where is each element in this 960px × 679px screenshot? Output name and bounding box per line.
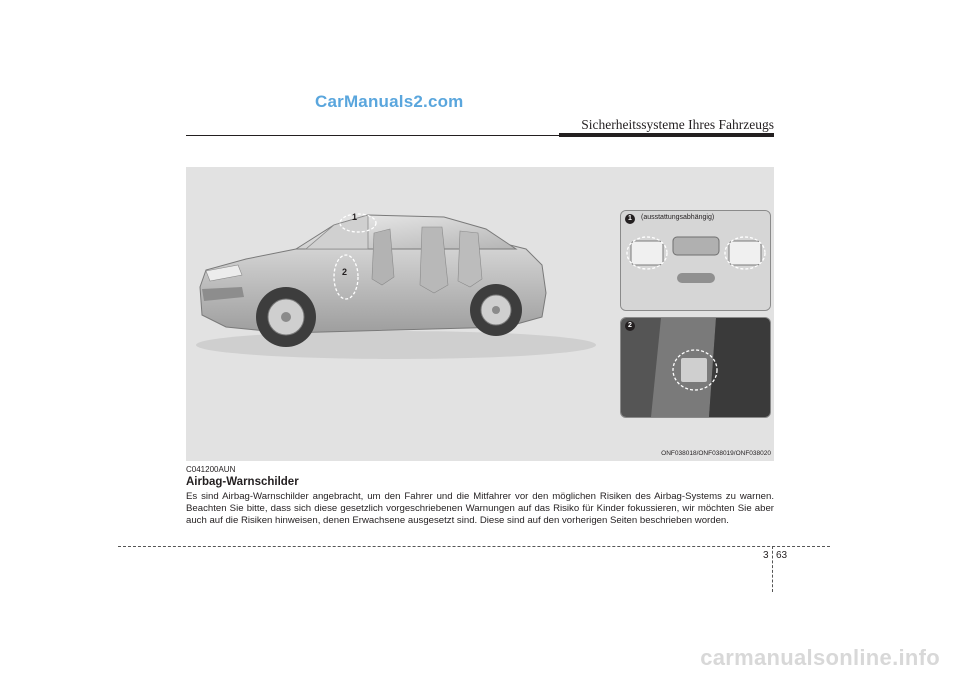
pillar-label-illustration [621, 318, 770, 417]
chapter-number: 3 [763, 550, 769, 561]
section-body: Es sind Airbag-Warnschilder angebracht, um den Fahrer und die Mitfahrer vor den möglichen Risiken des Airbag-Systems zu warnen. Beachten Sie bitte, dass sich diese gesetzlich vorgeschriebenen Warnungen auf das Risiko für Kinder fokussieren, wir möchten Sie aber auch auf die Risiken hinweisen, denen Erwachsene ausgesetzt sind. Diese sind auf den vorherigen Seiten beschrieben worden. [186, 491, 774, 526]
footer-divider [772, 546, 773, 592]
section-code: C041200AUN [186, 465, 236, 474]
inset-pillar-label [620, 317, 771, 418]
sun-visor-illustration [621, 211, 770, 310]
figure-caption-code: ONF038018/ONF038019/ONF038020 [661, 450, 771, 457]
car-callout-2: 2 [342, 267, 348, 277]
watermark-top: CarManuals2.com [315, 92, 464, 111]
section-heading: Airbag-Warnschilder [186, 476, 299, 488]
car-callout-1: 1 [352, 212, 358, 222]
watermark-bottom: carmanualsonline.info [700, 645, 940, 670]
header-bar [559, 133, 774, 137]
inset2-marker: 2 [625, 321, 635, 331]
inset1-marker: 1 [625, 214, 635, 224]
inset1-note: (ausstattungsabhängig) [641, 214, 715, 221]
footer-rule [118, 546, 830, 547]
inset-sun-visor [620, 210, 771, 311]
airbag-label-figure [186, 167, 774, 461]
section-title: Sicherheitssysteme Ihres Fahrzeugs [581, 117, 774, 132]
page-number: 63 [776, 550, 788, 561]
car-illustration [186, 167, 616, 461]
